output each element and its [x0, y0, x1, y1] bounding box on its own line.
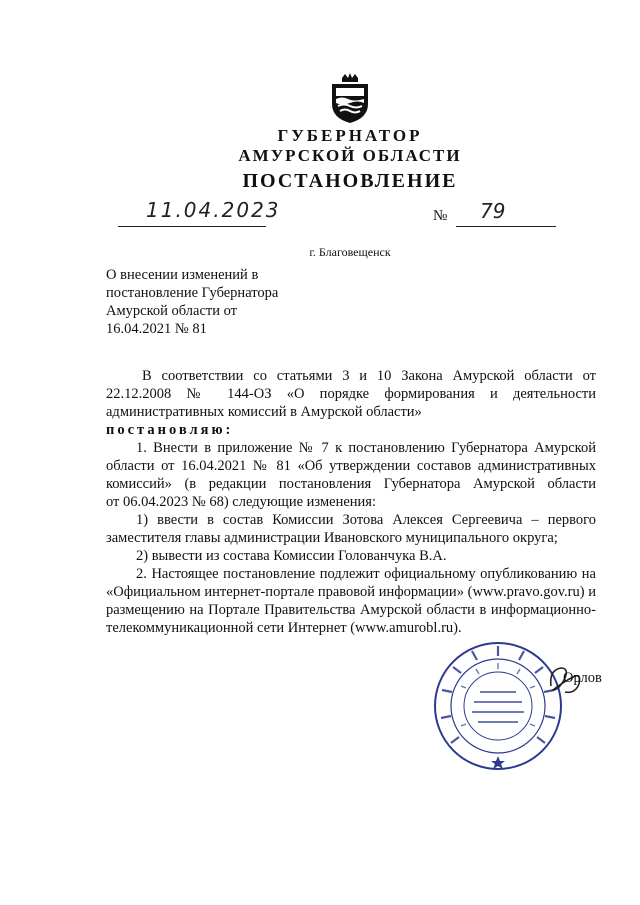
- coat-of-arms-icon: [328, 72, 372, 124]
- body-line: 1. Внести в приложение № 7 к постановлению Губернатора Амурской: [136, 440, 596, 456]
- issuer-title: ГУБЕРНАТОР: [277, 126, 423, 145]
- document-type: ПОСТАНОВЛЕНИЕ: [242, 170, 458, 192]
- document-body: [106, 367, 596, 637]
- body-line: 2. Настоящее постановление подлежит официальному опубликованию на: [136, 566, 596, 582]
- subject-line: Амурской области от: [106, 303, 238, 319]
- signer-name: Орлов: [563, 670, 602, 686]
- subject-line: О внесении изменений в: [106, 267, 259, 283]
- body-line: комиссий» (в редакции постановления Губернатора Амурской области: [106, 476, 596, 492]
- subject-line: постановление Губернатора: [106, 285, 279, 301]
- document-subject: [106, 266, 346, 338]
- body-line: телекоммуникационной сети Интернет (www.amurobl.ru).: [106, 620, 462, 636]
- issuer-region: АМУРСКОЙ ОБЛАСТИ: [238, 146, 462, 165]
- body-line: размещению на Портале Правительства Амурской области в информационно-: [106, 602, 596, 618]
- city-line: г. Благовещенск: [309, 245, 391, 259]
- number-label: №: [433, 208, 448, 224]
- body-line: области от 16.04.2021 № 81 «Об утверждении составов административных: [106, 458, 596, 474]
- body-line: «Официальном интернет-портале правовой информации» (www.pravo.gov.ru) и: [106, 584, 596, 600]
- body-line: от 06.04.2023 № 68) следующие изменения:: [106, 494, 376, 510]
- document-date: 11.04.2023: [146, 198, 281, 222]
- body-line: 1) ввести в состав Комиссии Зотова Алексея Сергеевича – первого: [136, 512, 596, 528]
- resolve-word: постановляю:: [106, 422, 234, 438]
- body-line: 22.12.2008 № 144-ОЗ «О порядке формирования и деятельности: [106, 386, 596, 402]
- document-number: 79: [480, 199, 506, 223]
- body-line: административных комиссий в Амурской области»: [106, 404, 422, 420]
- body-line: В соответствии со статьями 3 и 10 Закона Амурской области от: [142, 368, 596, 384]
- date-underline: [118, 226, 266, 227]
- number-underline: [456, 226, 556, 227]
- body-line: заместителя главы администрации Ивановского муниципального округа;: [106, 530, 558, 546]
- subject-line: 16.04.2021 № 81: [106, 321, 207, 337]
- official-stamp-icon: [432, 640, 564, 772]
- body-line: 2) вывести из состава Комиссии Голованчука В.А.: [136, 548, 447, 564]
